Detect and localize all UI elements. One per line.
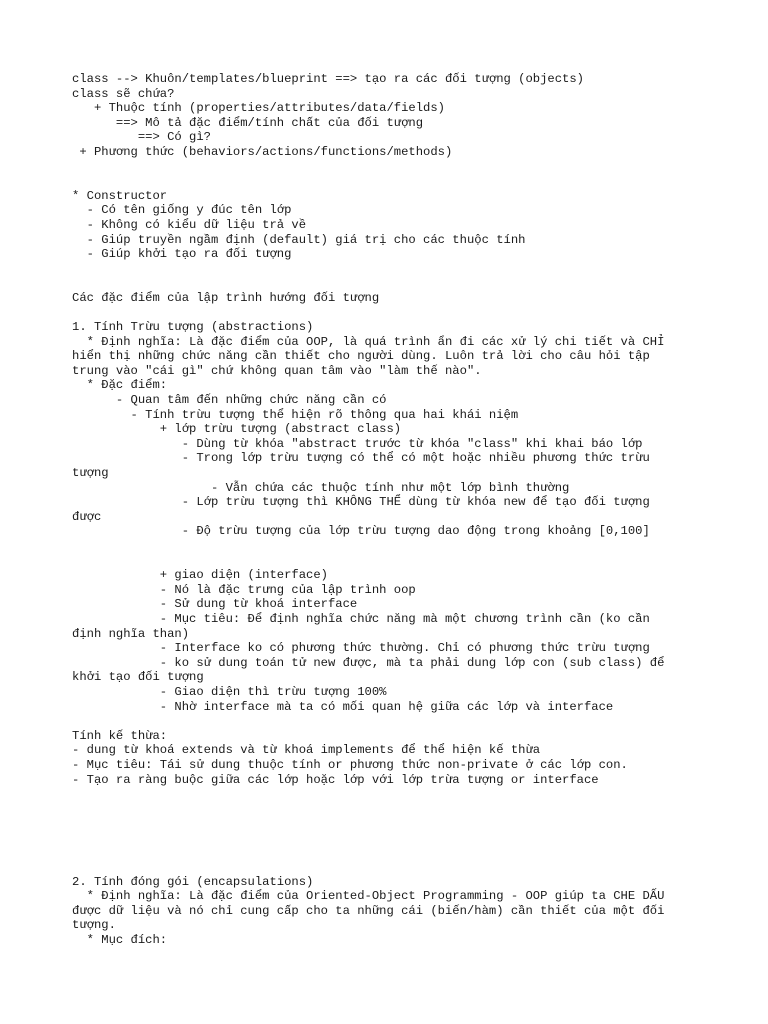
text-line — [72, 714, 692, 729]
text-line: - Interface ko có phương thức thường. Chỉ có phương thức trừu tượng — [72, 641, 650, 656]
text-line — [72, 174, 692, 189]
text-line — [72, 860, 692, 875]
text-line: - Tính trừu tượng thể hiện rõ thông qua hai khái niệm — [72, 407, 519, 422]
text-line: khởi tạo đối tượng — [72, 670, 204, 685]
text-line: - Giúp khởi tạo ra đối tượng — [72, 247, 292, 262]
text-line: + Phương thức (behaviors/actions/functions/methods) — [72, 144, 453, 159]
text-line — [72, 845, 692, 860]
text-line: - Mục tiêu: Tái sử dung thuộc tính or phương thức non-private ở các lớp con. — [72, 757, 628, 772]
text-line: + giao diện (interface) — [72, 568, 328, 583]
text-line: Tính kế thừa: — [72, 728, 168, 743]
text-line: * Định nghĩa: Là đặc điểm của OOP, là quá trình ẩn đi các xử lý chi tiết và CHỈ — [72, 334, 665, 349]
text-line: - dung từ khoá extends và từ khoá implements để thể hiện kế thừa — [72, 743, 541, 758]
text-line — [72, 554, 692, 569]
text-line: - Mục tiêu: Để định nghĩa chức năng mà một chương trình cần (ko cần — [72, 611, 650, 626]
text-line: class sẽ chứa? — [72, 86, 175, 101]
document-page — [72, 72, 692, 948]
text-line — [72, 816, 692, 831]
text-line — [72, 802, 692, 817]
text-line: * Constructor — [72, 188, 168, 203]
text-line: - Không có kiểu dữ liệu trả về — [72, 217, 307, 232]
text-line — [72, 831, 692, 846]
text-line: class --> Khuôn/templates/blueprint ==> tạo ra các đối tượng (objects) — [72, 72, 584, 86]
text-line — [72, 262, 692, 277]
text-line: - Nó là đặc trưng của lập trình oop — [72, 582, 416, 597]
text-line: * Đặc điểm: — [72, 378, 168, 393]
text-line: - Vẫn chứa các thuộc tính như một lớp bình thường — [72, 480, 570, 495]
text-line: - Nhờ interface mà ta có mối quan hệ giữa các lớp và interface — [72, 699, 614, 714]
text-line: - Lớp trừu tượng thì KHÔNG THỂ dùng từ khóa new để tạo đối tượng — [72, 495, 650, 510]
text-line — [72, 306, 692, 321]
text-line: hiển thị những chức năng cần thiết cho người dùng. Luôn trả lời cho câu hỏi tập — [72, 349, 650, 364]
text-line — [72, 276, 692, 291]
text-line: trung vào "cái gì" chứ không quan tâm vào "làm thế nào". — [72, 363, 482, 378]
text-line: tượng. — [72, 918, 116, 933]
text-line: được dữ liệu và nó chỉ cung cấp cho ta những cái (biến/hàm) cần thiết của một đối — [72, 903, 665, 918]
text-line: 2. Tính đóng gói (encapsulations) — [72, 874, 314, 889]
text-line: - Độ trừu tượng của lớp trừu tượng dao động trong khoảng [0,100] — [72, 524, 650, 539]
text-line: - Có tên giống y đúc tên lớp — [72, 203, 292, 218]
text-line: + lớp trừu tượng (abstract class) — [72, 422, 402, 437]
text-line: định nghĩa than) — [72, 626, 190, 641]
text-line — [72, 160, 692, 175]
text-line: * Mục đích: — [72, 933, 168, 948]
text-line: - Quan tâm đến những chức năng cần có — [72, 393, 387, 408]
text-line: - Giao diện thì trừu tượng 100% — [72, 684, 387, 699]
text-line: - Trong lớp trừu tượng có thể có một hoặc nhiều phương thức trừu — [72, 451, 650, 466]
text-line: 1. Tính Trừu tượng (abstractions) — [72, 320, 314, 335]
text-line: - Giúp truyền ngầm định (default) giá trị cho các thuộc tính — [72, 232, 526, 247]
text-line: ==> Mô tả đặc điểm/tính chất của đối tượng — [72, 115, 424, 130]
text-line: + Thuộc tính (properties/attributes/data/fields) — [72, 101, 445, 116]
text-line: được — [72, 509, 102, 524]
text-line: tượng — [72, 466, 109, 481]
text-line: - Sử dung từ khoá interface — [72, 597, 358, 612]
text-line: - Tạo ra ràng buộc giữa các lớp hoặc lớp với lớp trừa tượng or interface — [72, 772, 599, 787]
text-line: - ko sử dung toán tử new được, mà ta phải dung lớp con (sub class) để — [72, 655, 665, 670]
text-line — [72, 539, 692, 554]
text-line: Các đặc điểm của lập trình hướng đối tượng — [72, 290, 380, 305]
text-line — [72, 787, 692, 802]
text-line: ==> Có gì? — [72, 130, 211, 145]
text-line: - Dùng từ khóa "abstract trước từ khóa "class" khi khai báo lớp — [72, 436, 643, 451]
text-line: * Định nghĩa: Là đặc điểm của Oriented-Object Programming - OOP giúp ta CHE DẤU — [72, 889, 665, 904]
